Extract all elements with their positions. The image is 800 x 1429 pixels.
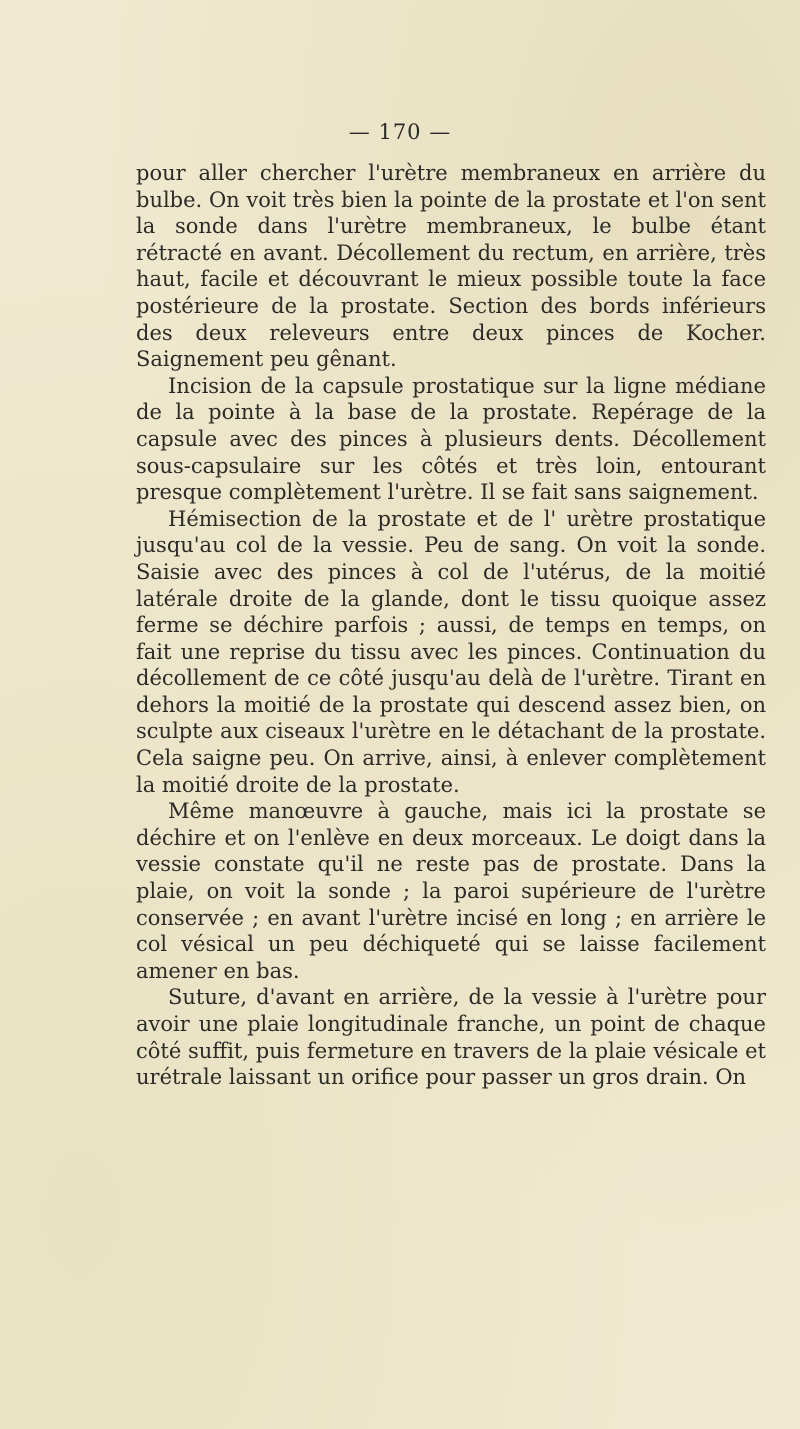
- page-number: — 170 —: [348, 120, 452, 144]
- body-text: [136, 160, 766, 1091]
- paragraph: Même manœuvre à gauche, mais ici la prostate se déchire et on l'enlève en deux morceaux. Le doigt dans la vessie constate qu'il ne reste pas de prostate. Dans la plaie, on voit la sonde ; la paroi supérieure de l'urètre conservée ; en avant l'urètre incisé en long ; en arrière le col vésical un peu déchiqueté qui se laisse facilement amener en bas.: [136, 799, 766, 983]
- paragraph: pour aller chercher l'urètre membraneux en arrière du bulbe. On voit très bien la pointe de la prostate et l'on sent la sonde dans l'urètre membraneux, le bulbe étant rétracté en avant. Décollement du rectum, en arrière, très haut, facile et découvrant le mieux possible toute la face postérieure de la prostate. Section des bords inférieurs des deux releveurs entre deux pinces de Kocher. Saignement peu gênant.: [136, 161, 766, 372]
- paragraph: Suture, d'avant en arrière, de la vessie à l'urètre pour avoir une plaie longitudinale franche, un point de chaque côté suffit, puis fermeture en travers de la plaie vésicale et urétrale laissant un orifice pour passer un gros drain. On: [136, 985, 766, 1090]
- paragraph: Hémisection de la prostate et de l' urètre prostatique jusqu'au col de la vessie. Peu de sang. On voit la sonde. Saisie avec des pinces à col de l'utérus, de la moitié latérale droite de la glande, dont le tissu quoique assez ferme se déchire parfois ; aussi, de temps en temps, on fait une reprise du tissu avec les pinces. Continuation du décollement de ce côté jusqu'au delà de l'urètre. Tirant en dehors la moitié de la prostate qui descend assez bien, on sculpte aux ciseaux l'urètre en le détachant de la prostate. Cela saigne peu. On arrive, ainsi, à enlever complètement la moitié droite de la prostate.: [136, 506, 766, 797]
- paragraph: Incision de la capsule prostatique sur la ligne médiane de la pointe à la base de la prostate. Repérage de la capsule avec des pinces à plusieurs dents. Décollement sous-capsulaire sur les côtés et très loin, entourant presque complètement l'urètre. Il se fait sans saignement.: [136, 373, 766, 505]
